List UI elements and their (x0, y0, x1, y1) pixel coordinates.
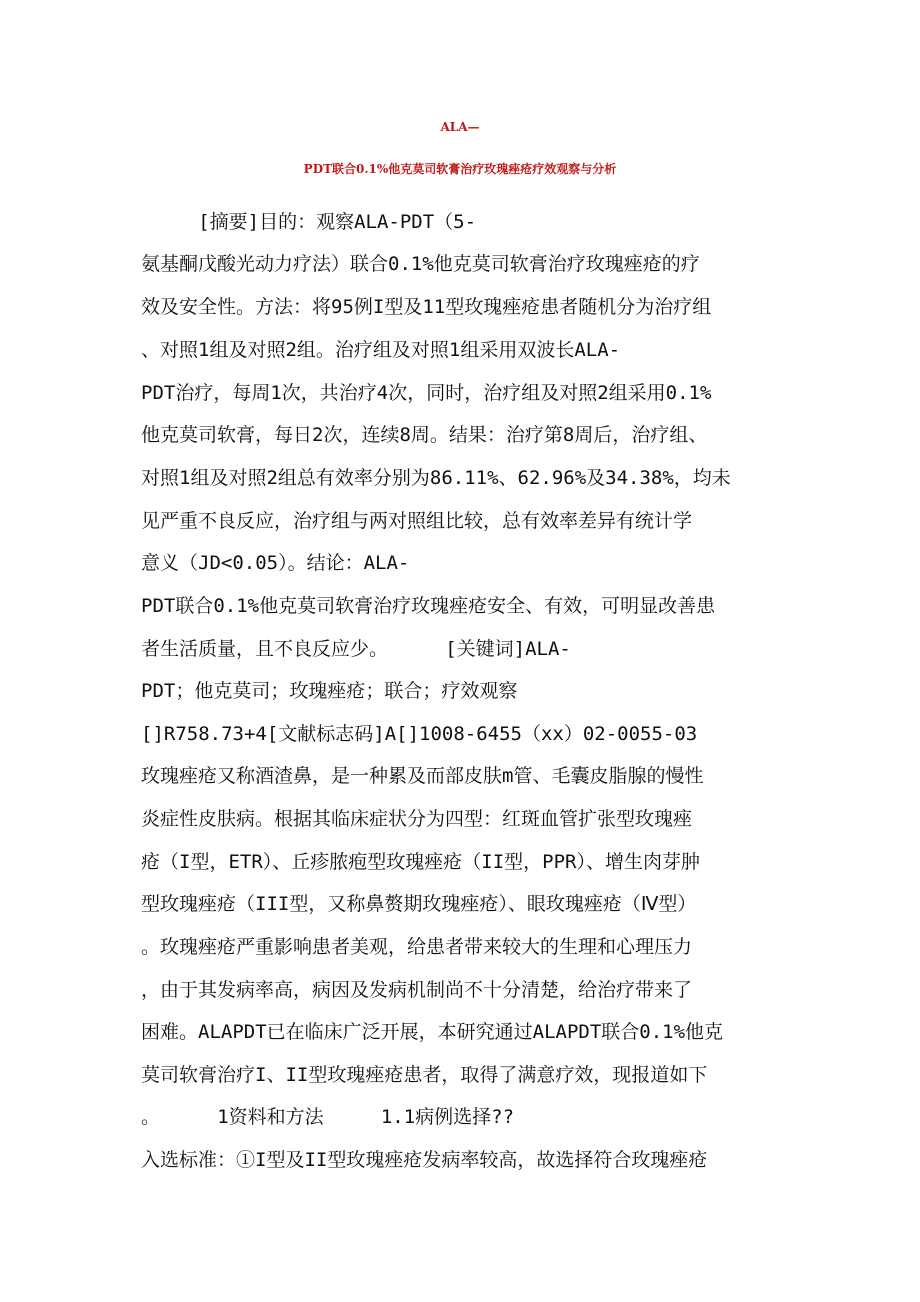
body-line: 型玫瑰痤疮（III型，又称鼻赘期玫瑰痤疮）、眼玫瑰痤疮（Ⅳ型） (141, 893, 697, 915)
body-line: PDT；他克莫司；玫瑰痤疮；联合；疗效观察 (141, 680, 518, 702)
body-line: 意义（JD<0.05）。结论：ALA- (141, 552, 410, 574)
body-line: 炎症性皮肤病。根据其临床症状分为四型：红斑血管扩张型玫瑰痤 (141, 808, 693, 830)
body-line: 。 1资料和方法 1.1病例选择?? (141, 1106, 515, 1128)
body-line: 困难。ALAPDT已在临床广泛开展，本研究通过ALAPDT联合0.1%他克 (141, 1021, 724, 1043)
body-line: 效及安全性。方法：将95例I型及11型玫瑰痤疮患者随机分为治疗组 (141, 296, 712, 318)
body-line: PDT治疗，每周1次，共治疗4次，同时，治疗组及对照2组采用0.1% (141, 382, 712, 404)
body-line: 他克莫司软膏，每日2次，连续8周。结果：治疗第8周后，治疗组、 (141, 424, 708, 446)
body-line: 。玫瑰痤疮严重影响患者美观，给患者带来较大的生理和心理压力 (141, 936, 693, 958)
body-line: 见严重不良反应，治疗组与两对照组比较，总有效率差异有统计学 (141, 510, 693, 532)
body-line: 莫司软膏治疗I、II型玫瑰痤疮患者，取得了满意疗效，现报道如下 (141, 1064, 708, 1086)
body-line: 氨基酮戊酸光动力疗法）联合0.1%他克莫司软膏治疗玫瑰痤疮的疗 (141, 253, 700, 275)
body-line: 玫瑰痤疮又称酒渣鼻，是一种累及而部皮肤m管、毛囊皮脂腺的慢性 (141, 765, 704, 787)
body-line: 入选标准：①I型及II型玫瑰痤疮发病率较高，故选择符合玫瑰痤疮 (141, 1149, 708, 1171)
body-line: 者生活质量，且不良反应少。 [关键词]ALA- (141, 638, 571, 660)
body-line: [摘要]目的：观察ALA-PDT（5- (141, 211, 477, 233)
document-title-line-2: PDT联合0.1%他克莫司软膏治疗玫瑰痤疮疗效观察与分析 (303, 162, 617, 176)
body-line: 、对照1组及对照2组。治疗组及对照1组采用双波长ALA- (141, 339, 621, 361)
body-line: 疮（I型，ETR）、丘疹脓疱型玫瑰痤疮（II型，PPR）、增生肉芽肿 (141, 851, 700, 873)
body-line: 对照1组及对照2组总有效率分别为86.11%、62.96%及34.38%，均未 (141, 467, 731, 489)
body-line: PDT联合0.1%他克莫司软膏治疗玫瑰痤疮安全、有效，可明显改善患 (141, 595, 716, 617)
document-title-line-1: ALA— (440, 120, 480, 134)
body-line: []R758.73+4[文献标志码]A[]1008-6455（xx）02-0055-03 (141, 723, 698, 745)
body-line: ，由于其发病率高，病因及发病机制尚不十分清楚，给治疗带来了 (141, 979, 693, 1001)
